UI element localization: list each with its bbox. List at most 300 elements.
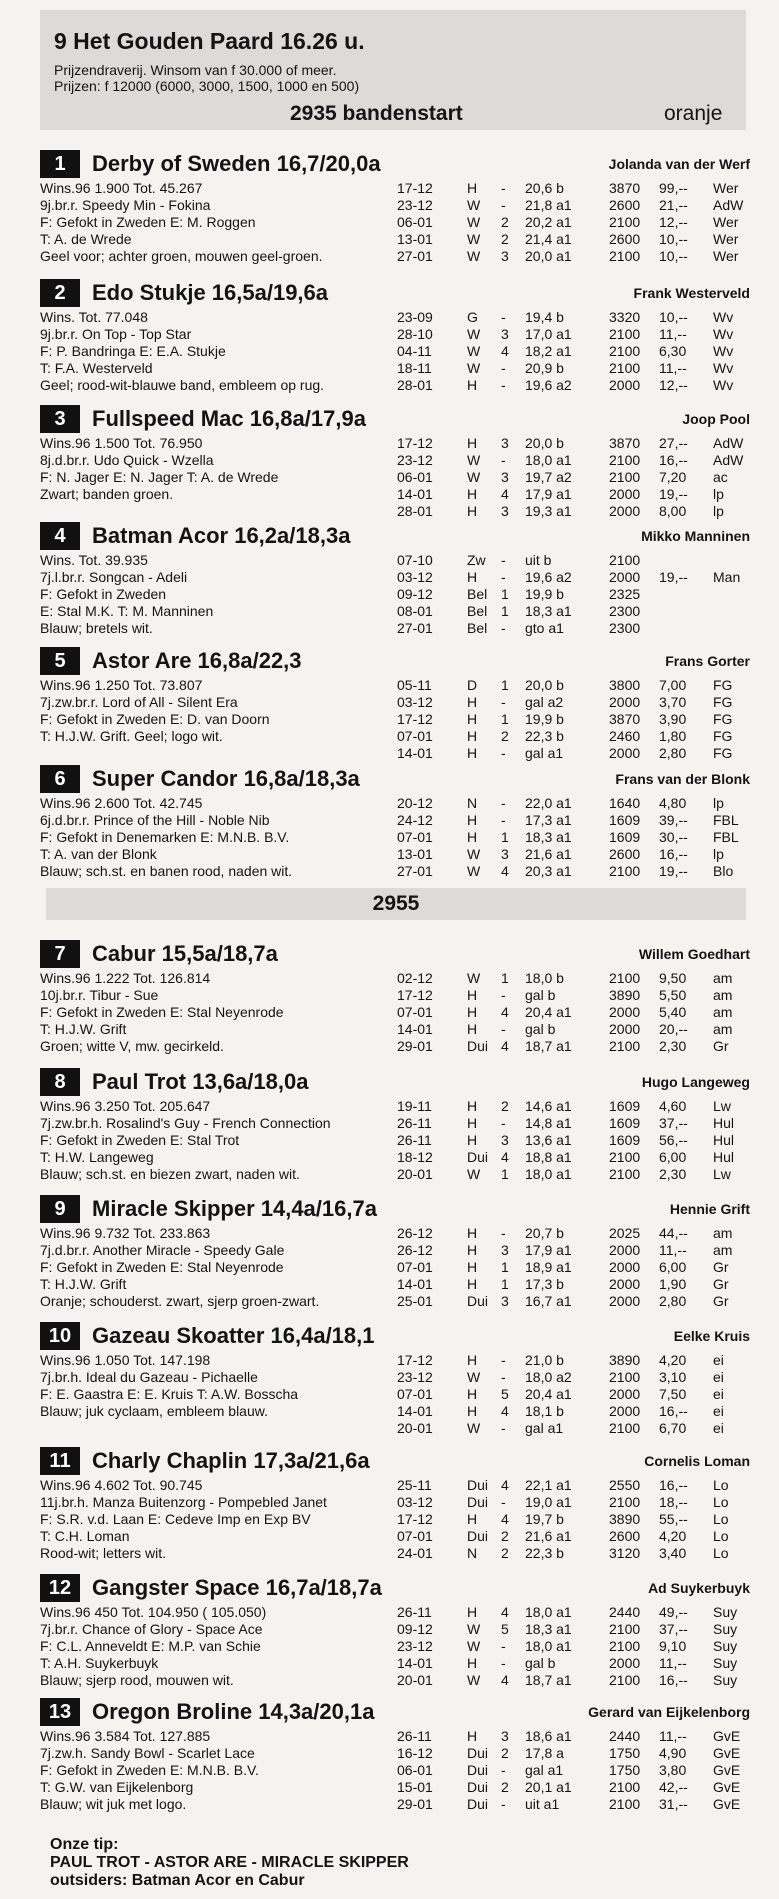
result-track: Dui [467,1149,489,1165]
result-track: H [467,987,478,1003]
result-time: 19,0 a1 [525,1494,572,1510]
result-distance: 2600 [609,197,641,213]
result-odds: 4,60 [659,1098,687,1114]
result-track: H [467,1004,478,1020]
result-time: 18,6 a1 [525,1728,572,1744]
horse-name: Charly Chaplin 17,3a/21,6a [92,1448,370,1473]
result-distance: 2600 [609,231,641,247]
race-color: oranje [664,102,723,125]
distance-divider: 2955 [46,888,746,920]
result-track: H [467,1098,478,1114]
result-driver: Wer [713,180,739,196]
result-time: 18,0 a1 [525,1638,572,1654]
result-distance: 2100 [609,1796,641,1812]
result-time: 17,3 a1 [525,812,572,828]
result-track: H [467,1259,478,1275]
result-driver: Gr [713,1293,729,1309]
horse-info [40,1604,266,1689]
result-distance: 2460 [609,728,641,744]
result-time: 18,8 a1 [525,1149,572,1165]
horse-name: Fullspeed Mac 16,8a/17,9a [92,406,366,431]
result-driver: Lw [713,1166,731,1182]
race-title: 9 Het Gouden Paard 16.26 u. [54,28,365,54]
result-place: 3 [501,1242,509,1258]
entry-number: 7 [40,940,80,968]
result-place: 1 [501,1276,509,1292]
result-track: W [467,231,481,247]
result-time: 14,6 a1 [525,1098,572,1114]
result-time: gal a1 [525,1762,564,1778]
result-date: 26-12 [397,1242,433,1258]
result-odds: 9,50 [659,970,687,986]
info-line: T: G.W. van Eijkelenborg [40,1779,194,1795]
result-time: 19,7 b [525,1511,564,1527]
result-place: - [501,620,506,636]
tip-label: Onze tip: [50,1836,119,1853]
result-date: 26-11 [397,1604,432,1620]
race-distance: 2935 bandenstart [290,102,463,125]
info-line: T: C.H. Loman [40,1528,130,1544]
result-distance: 3890 [609,1352,641,1368]
result-time: 18,0 a1 [525,1166,572,1182]
info-line: Wins.96 450 Tot. 104.950 ( 105.050) [40,1604,267,1620]
result-date: 08-01 [397,603,433,619]
horse-info [40,1225,319,1310]
driver-name: Joop Pool [682,411,750,427]
result-distance: 2100 [609,1672,641,1688]
result-place: 3 [501,435,509,451]
result-distance: 2100 [609,863,641,879]
info-line: T: H.J.W. Grift [40,1021,127,1037]
result-time: gal b [525,1021,556,1037]
result-date: 07-01 [397,1259,433,1275]
result-odds: 55,-- [659,1511,688,1527]
result-place: 3 [501,846,509,862]
result-date: 06-01 [397,1762,433,1778]
result-driver: lp [713,846,724,862]
result-driver: GvE [713,1779,741,1795]
horse-name: Astor Are 16,8a/22,3 [92,648,302,673]
result-date: 23-12 [397,197,433,213]
result-driver: AdW [713,197,744,213]
result-date: 17-12 [397,987,433,1003]
result-place: 4 [501,1604,509,1620]
result-driver: AdW [713,452,744,468]
result-track: H [467,694,478,710]
result-time: gto a1 [525,620,564,636]
result-time: 19,6 a2 [525,377,572,393]
entry-number: 9 [40,1195,80,1223]
result-place: - [501,1115,506,1131]
info-line: F: P. Bandringa E: E.A. Stukje [40,343,226,359]
result-place: 2 [501,1779,509,1795]
horse-info [40,1098,331,1183]
result-track: Bel [467,586,488,602]
result-date: 15-01 [397,1779,433,1795]
result-date: 13-01 [397,846,433,862]
result-distance: 2100 [609,1494,641,1510]
result-odds: 18,-- [659,1494,688,1510]
result-odds: 99,-- [659,180,688,196]
driver-name: Cornelis Loman [644,1453,750,1469]
result-distance: 2100 [609,326,641,342]
result-place: - [501,1225,506,1241]
result-odds: 3,90 [659,711,687,727]
result-time: 17,9 a1 [525,1242,572,1258]
result-track: H [467,435,478,451]
result-driver: Wer [713,231,739,247]
result-driver: GvE [713,1796,741,1812]
result-time: 20,4 a1 [525,1386,572,1402]
result-driver: FG [713,728,733,744]
result-distance: 2100 [609,970,641,986]
result-place: 5 [501,1621,509,1637]
horse-info [40,1352,298,1420]
info-line: Oranje; schouderst. zwart, sjerp groen-zwart. [40,1293,320,1309]
result-odds: 16,-- [659,1403,688,1419]
entry-number: 10 [40,1322,80,1350]
result-date: 02-12 [397,970,433,986]
driver-name: Hennie Grift [669,1201,750,1217]
result-odds: 11,-- [659,326,687,342]
result-distance: 2000 [609,1021,641,1037]
result-driver: ei [713,1352,724,1368]
result-date: 07-01 [397,728,433,744]
result-odds: 4,90 [659,1745,687,1761]
result-distance: 2440 [609,1728,641,1744]
result-date: 20-01 [397,1420,433,1436]
horse-name: Paul Trot 13,6a/18,0a [92,1069,309,1094]
result-odds: 56,-- [659,1132,688,1148]
result-driver: FG [713,745,733,761]
result-date: 03-12 [397,569,433,585]
result-odds: 4,20 [659,1528,687,1544]
result-driver: lp [713,503,724,519]
result-driver: FG [713,711,733,727]
result-time: 19,9 b [525,711,564,727]
info-line: Wins.96 4.602 Tot. 90.745 [40,1477,203,1493]
result-time: 17,9 a1 [525,486,572,502]
info-line: F: C.L. Anneveldt E: M.P. van Schie [40,1638,261,1654]
result-odds: 12,-- [659,214,688,230]
result-driver: GvE [713,1745,741,1761]
result-odds: 8,00 [659,503,687,519]
result-place: 1 [501,829,509,845]
result-date: 23-12 [397,1369,433,1385]
result-place: - [501,987,506,1003]
result-distance: 2100 [609,343,641,359]
result-date: 13-01 [397,231,433,247]
result-date: 17-12 [397,180,433,196]
result-track: H [467,1728,478,1744]
result-distance: 2000 [609,1004,641,1020]
result-track: H [467,1225,478,1241]
horse-name: Super Candor 16,8a/18,3a [92,766,360,791]
result-time: 17,8 a [525,1745,564,1761]
result-distance: 3800 [609,677,641,693]
result-odds: 10,-- [659,248,688,264]
result-track: Dui [467,1293,489,1309]
result-place: - [501,360,506,376]
result-distance: 2000 [609,1242,641,1258]
info-line: 7j.zw.br.h. Rosalind's Guy - French Connection [40,1115,331,1131]
tip-picks: PAUL TROT - ASTOR ARE - MIRACLE SKIPPER [50,1854,409,1871]
result-distance: 2000 [609,377,641,393]
info-line: Wins.96 3.584 Tot. 127.885 [40,1728,211,1744]
driver-name: Frank Westerveld [633,285,750,301]
result-track: Dui [467,1494,489,1510]
result-place: 1 [501,586,509,602]
result-place: 4 [501,1511,509,1527]
result-date: 14-01 [397,745,433,761]
result-track: H [467,1352,478,1368]
result-driver: Gr [713,1276,729,1292]
result-track: H [467,745,478,761]
result-track: H [467,1242,478,1258]
horse-info [40,795,292,880]
result-date: 14-01 [397,1655,433,1671]
info-line: Geel voor; achter groen, mouwen geel-groen. [40,248,323,264]
result-odds: 9,10 [659,1638,687,1654]
info-line: Wins.96 9.732 Tot. 233.863 [40,1225,211,1241]
driver-name: Mikko Manninen [641,528,750,544]
result-odds: 10,-- [659,309,688,325]
result-driver: GvE [713,1728,741,1744]
result-odds: 44,-- [659,1225,688,1241]
result-odds: 39,-- [659,812,688,828]
info-line: F: Gefokt in Zweden [40,586,167,602]
result-distance: 3890 [609,1511,641,1527]
result-odds: 11,-- [659,1728,687,1744]
info-line: F: Gefokt in Zweden E: Stal Neyenrode [40,1259,284,1275]
result-time: 20,7 b [525,1225,564,1241]
horse-info [40,435,278,503]
result-date: 05-11 [397,677,432,693]
result-place: - [501,1494,506,1510]
info-line: 7j.l.br.r. Songcan - Adeli [40,569,188,585]
result-track: W [467,1621,481,1637]
horse-info [40,1477,327,1562]
result-odds: 30,-- [659,829,688,845]
result-place: 2 [501,231,509,247]
result-place: 1 [501,1166,509,1182]
result-driver: Man [713,569,741,585]
result-driver: am [713,1242,733,1258]
entry-number: 3 [40,405,80,433]
result-driver: Lw [713,1098,731,1114]
result-odds: 6,30 [659,343,687,359]
result-distance: 2000 [609,503,641,519]
result-date: 28-10 [397,326,433,342]
result-time: 18,3 a1 [525,1621,572,1637]
result-odds: 3,40 [659,1545,687,1561]
result-driver: Blo [713,863,734,879]
result-date: 17-12 [397,711,433,727]
result-place: 3 [501,326,509,342]
result-driver: FG [713,677,733,693]
entry-number: 13 [40,1698,80,1726]
result-track: W [467,1420,481,1436]
result-time: 18,2 a1 [525,343,572,359]
result-distance: 3320 [609,309,641,325]
result-odds: 4,80 [659,795,687,811]
result-odds: 42,-- [659,1779,688,1795]
result-distance: 2000 [609,1293,641,1309]
result-date: 25-01 [397,1293,433,1309]
result-driver: Gr [713,1038,729,1054]
info-line: E: Stal M.K. T: M. Manninen [40,603,214,619]
result-odds: 16,-- [659,1477,688,1493]
result-place: 2 [501,1745,509,1761]
result-driver: ei [713,1420,724,1436]
result-track: H [467,180,478,196]
result-distance: 2025 [609,1225,641,1241]
result-odds: 2,30 [659,1038,687,1054]
result-place: - [501,1021,506,1037]
info-line: T: F.A. Westerveld [40,360,153,376]
result-place: 3 [501,1728,509,1744]
result-time: 22,0 a1 [525,795,572,811]
info-line: Blauw; sch.st. en biezen zwart, naden wit. [40,1166,300,1182]
result-driver: Suy [713,1638,738,1654]
result-odds: 3,70 [659,694,687,710]
result-odds: 12,-- [659,377,688,393]
result-time: 21,0 b [525,1352,564,1368]
result-track: Zw [467,552,486,568]
result-date: 14-01 [397,486,433,502]
result-place: 4 [501,1038,509,1054]
result-distance: 2100 [609,1149,641,1165]
result-time: 17,0 a1 [525,326,572,342]
result-odds: 5,50 [659,987,687,1003]
result-time: 18,0 a1 [525,1604,572,1620]
horse-name: Edo Stukje 16,5a/19,6a [92,280,329,305]
result-track: H [467,728,478,744]
result-track: W [467,452,481,468]
entry-number: 11 [40,1447,80,1475]
result-distance: 2100 [609,1038,641,1054]
result-track: W [467,197,481,213]
result-odds: 49,-- [659,1604,688,1620]
info-line: 10j.br.r. Tibur - Sue [40,987,159,1003]
info-line: F: E. Gaastra E: E. Kruis T: A.W. Bosscha [40,1386,299,1402]
result-distance: 2000 [609,1386,641,1402]
result-date: 17-12 [397,435,433,451]
result-date: 23-12 [397,1638,433,1654]
result-distance: 2300 [609,603,641,619]
info-line: 11j.br.h. Manza Buitenzorg - Pompebled Janet [40,1494,327,1510]
entry-number: 8 [40,1068,80,1096]
result-driver: Lo [713,1511,729,1527]
result-driver: Wv [713,343,734,359]
result-distance: 1609 [609,1115,641,1131]
result-track: G [467,309,478,325]
result-date: 26-11 [397,1132,432,1148]
result-track: W [467,1638,481,1654]
result-time: 18,9 a1 [525,1259,572,1275]
horse-name: Miracle Skipper 14,4a/16,7a [92,1196,377,1221]
result-driver: FG [713,694,733,710]
result-odds: 5,40 [659,1004,687,1020]
result-distance: 2000 [609,1655,641,1671]
result-place: 3 [501,503,509,519]
result-distance: 2000 [609,486,641,502]
result-distance: 2100 [609,1621,641,1637]
info-line: 7j.zw.h. Sandy Bowl - Scarlet Lace [40,1745,255,1761]
driver-name: Frans van der Blonk [615,771,750,787]
result-distance: 2000 [609,694,641,710]
result-track: H [467,829,478,845]
result-odds: 20,-- [659,1021,688,1037]
info-line: F: Gefokt in Zweden E: M. Roggen [40,214,256,230]
result-place: - [501,377,506,393]
result-time: 19,6 a2 [525,569,572,585]
result-time: 18,3 a1 [525,829,572,845]
result-distance: 1609 [609,1132,641,1148]
entry-number: 1 [40,150,80,178]
result-odds: 3,80 [659,1762,687,1778]
result-date: 03-12 [397,694,433,710]
result-driver: Lo [713,1528,729,1544]
result-date: 27-01 [397,863,433,879]
result-track: H [467,1021,478,1037]
result-track: W [467,1672,481,1688]
result-time: 20,4 a1 [525,1004,572,1020]
result-driver: Wv [713,326,734,342]
result-track: Bel [467,620,488,636]
result-track: H [467,1132,478,1148]
result-distance: 3870 [609,180,641,196]
result-driver: Suy [713,1672,738,1688]
result-time: 19,7 a2 [525,469,572,485]
result-time: gal b [525,1655,556,1671]
result-date: 25-11 [397,1477,432,1493]
result-track: H [467,486,478,502]
result-odds: 2,30 [659,1166,687,1182]
result-time: 22,1 a1 [525,1477,572,1493]
result-place: 4 [501,863,509,879]
horse-name: Oregon Broline 14,3a/20,1a [92,1699,375,1724]
result-place: - [501,694,506,710]
info-line: Blauw; juk cyclaam, embleem blauw. [40,1403,268,1419]
result-track: W [467,1166,481,1182]
info-line: F: S.R. v.d. Laan E: Cedeve Imp en Exp BV [40,1511,311,1527]
result-place: - [501,1420,506,1436]
result-time: 18,1 b [525,1403,564,1419]
info-line: Wins.96 1.900 Tot. 45.267 [40,180,203,196]
horse-info [40,1728,259,1813]
result-time: 19,4 b [525,309,564,325]
result-distance: 2440 [609,1604,641,1620]
result-track: H [467,1276,478,1292]
horse-name: Cabur 15,5a/18,7a [92,941,278,966]
result-track: H [467,1604,478,1620]
result-track: Dui [467,1796,489,1812]
result-distance: 2300 [609,620,641,636]
result-track: H [467,812,478,828]
info-line: Zwart; banden groen. [40,486,174,502]
result-date: 18-12 [397,1149,433,1165]
info-line: T: H.W. Langeweg [40,1149,154,1165]
result-distance: 3890 [609,987,641,1003]
result-distance: 2325 [609,586,641,602]
result-date: 20-12 [397,795,433,811]
info-line: Wins.96 1.222 Tot. 126.814 [40,970,211,986]
result-time: 21,8 a1 [525,197,572,213]
result-date: 16-12 [397,1745,433,1761]
info-line: F: Gefokt in Zweden E: Stal Trot [40,1132,240,1148]
result-place: 4 [501,1672,509,1688]
